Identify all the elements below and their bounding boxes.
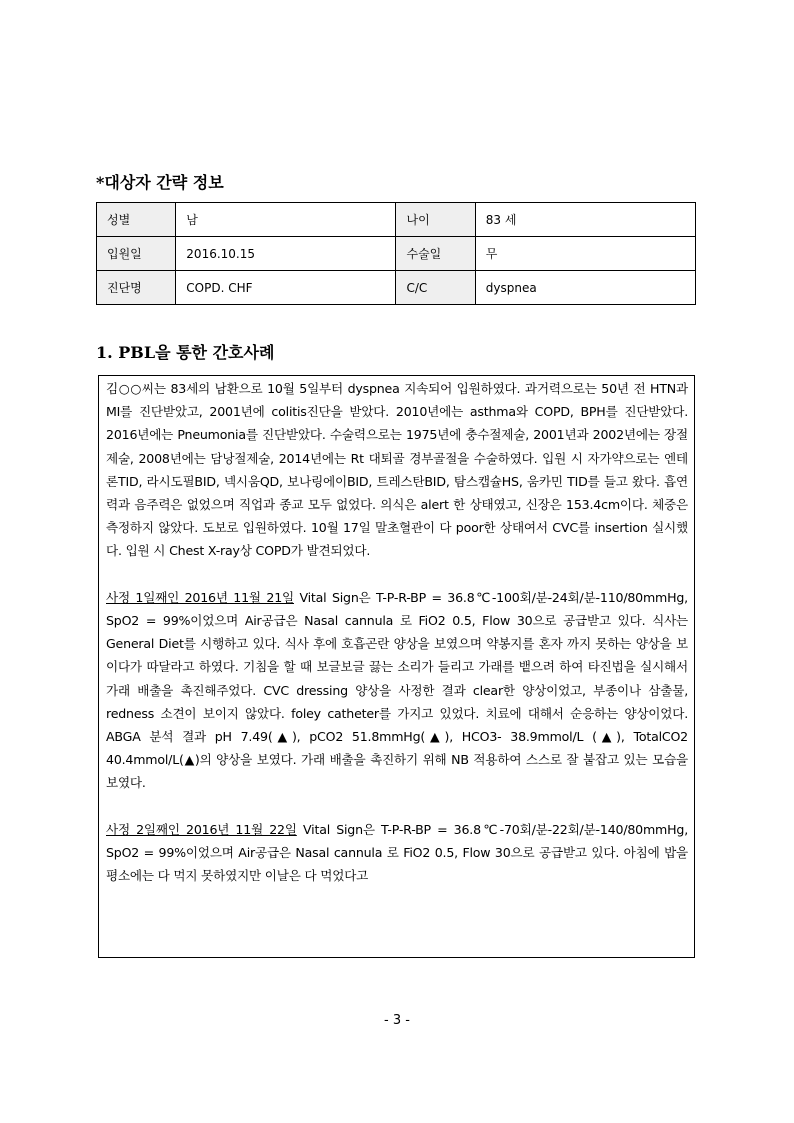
day2-text: Vital Sign은 T-P-R-BP = 36.8℃-70회/분-22회/분-140/80mmHg, SpO2 = 99%이었으며 Air공급은 Nasal cannula 로 FiO2 0.5, Flow 30으로 공급받고 있다. 아침에 밥을 평소에는 다 먹지 못하였지만 이날은 다 먹었다고 (106, 821, 688, 884)
label-diagnosis: 진단명 (97, 271, 176, 305)
table-row (97, 271, 696, 305)
day1-text: Vital Sign은 T-P-R-BP = 36.8℃-100회/분-24회/분-110/80mmHg, SpO2 = 99%이었으며 Air공급은 Nasal cannula 로 FiO2 0.5, Flow 30으로 공급받고 있다. 식사는 General Diet를 시행하고 있다. 식사 후에 호흡곤란 양상을 보였으며 약봉지를 혼자 까지 못하는 양상을 보이다가 따달라고 하였다. 기침을 할 때 보글보글 끓는 소리가 들리고 가래를 뱉으려 하여 타진법을 실시해서 가래 배출을 촉진해주었다. CVC dressing 양상을 사정한 결과 clear한 양상이었고, 부종이나 삼출물, redness 소견이 보이지 않았다. foley catheter를 가지고 있었다. 치료에 대해서 순응하는 양상이었다. ABGA 분석 결과 pH 7.49(▲), pCO2 51.8mmHg(▲), HCO3- 38.9mmol/L (▲), TotalCO2 40.4mmol/L(▲)의 양상을 보였다. 가래 배출을 촉진하기 위해 NB 적용하여 스스로 잘 붙잡고 있는 모습을 보였다. (106, 589, 688, 791)
day2-date-label: 사정 2일째인 2016년 11월 22일 (106, 821, 297, 837)
value-chief-complaint: dyspnea (475, 271, 695, 305)
value-age: 83 세 (475, 203, 695, 237)
case-day1-paragraph (106, 586, 688, 795)
label-surgery-date: 수술일 (396, 237, 475, 271)
section-title-pbl-case: 1. PBL을 통한 간호사례 (96, 343, 275, 362)
patient-info-table (96, 202, 696, 305)
table-row (97, 237, 696, 271)
value-sex: 남 (176, 203, 396, 237)
section-title-patient-info: *대상자 간략 정보 (96, 173, 224, 192)
page-number: - 3 - (384, 1013, 410, 1028)
value-diagnosis: COPD. CHF (176, 271, 396, 305)
case-day2-paragraph (106, 818, 688, 888)
label-chief-complaint: C/C (396, 271, 475, 305)
label-age: 나이 (396, 203, 475, 237)
table-row (97, 203, 696, 237)
value-surgery-date: 무 (475, 237, 695, 271)
day1-date-label: 사정 1일째인 2016년 11월 21일 (106, 589, 294, 605)
label-sex: 성별 (97, 203, 176, 237)
case-intro-paragraph: 김○○씨는 83세의 남환으로 10월 5일부터 dyspnea 지속되어 입원하였다. 과거력으로는 50년 전 HTN과 MI를 진단받았고, 2001년에 colitis진단을 받았다. 2010년에는 asthma와 COPD, BPH를 진단받았다. 2016년에는 Pneumonia를 진단받았다. 수술력으로는 1975년에 충수절제술, 2001년과 2002년에는 장절제술, 2008년에는 담낭절제술, 2014년에는 Rt 대퇴골 경부골절을 수술하였다. 입원 시 자가약으로는 엔테론TID, 라시도필BID, 넥시움QD, 보나링에이BID, 트레스탄BID, 탐스캡슐HS, 움카민 TID를 들고 왔다. 흡연력과 음주력은 없었으며 직업과 종교 모두 없었다. 의식은 alert 한 상태였고, 신장은 153.4cm이다. 체중은 측정하지 않았다. 도보로 입원하였다. 10월 17일 말초혈관이 다 poor한 상태여서 CVC를 insertion 실시했다. 입원 시 Chest X-ray상 COPD가 발견되었다. (106, 381, 688, 559)
case-description-box (98, 375, 695, 958)
value-admission-date: 2016.10.15 (176, 237, 396, 271)
label-admission-date: 입원일 (97, 237, 176, 271)
